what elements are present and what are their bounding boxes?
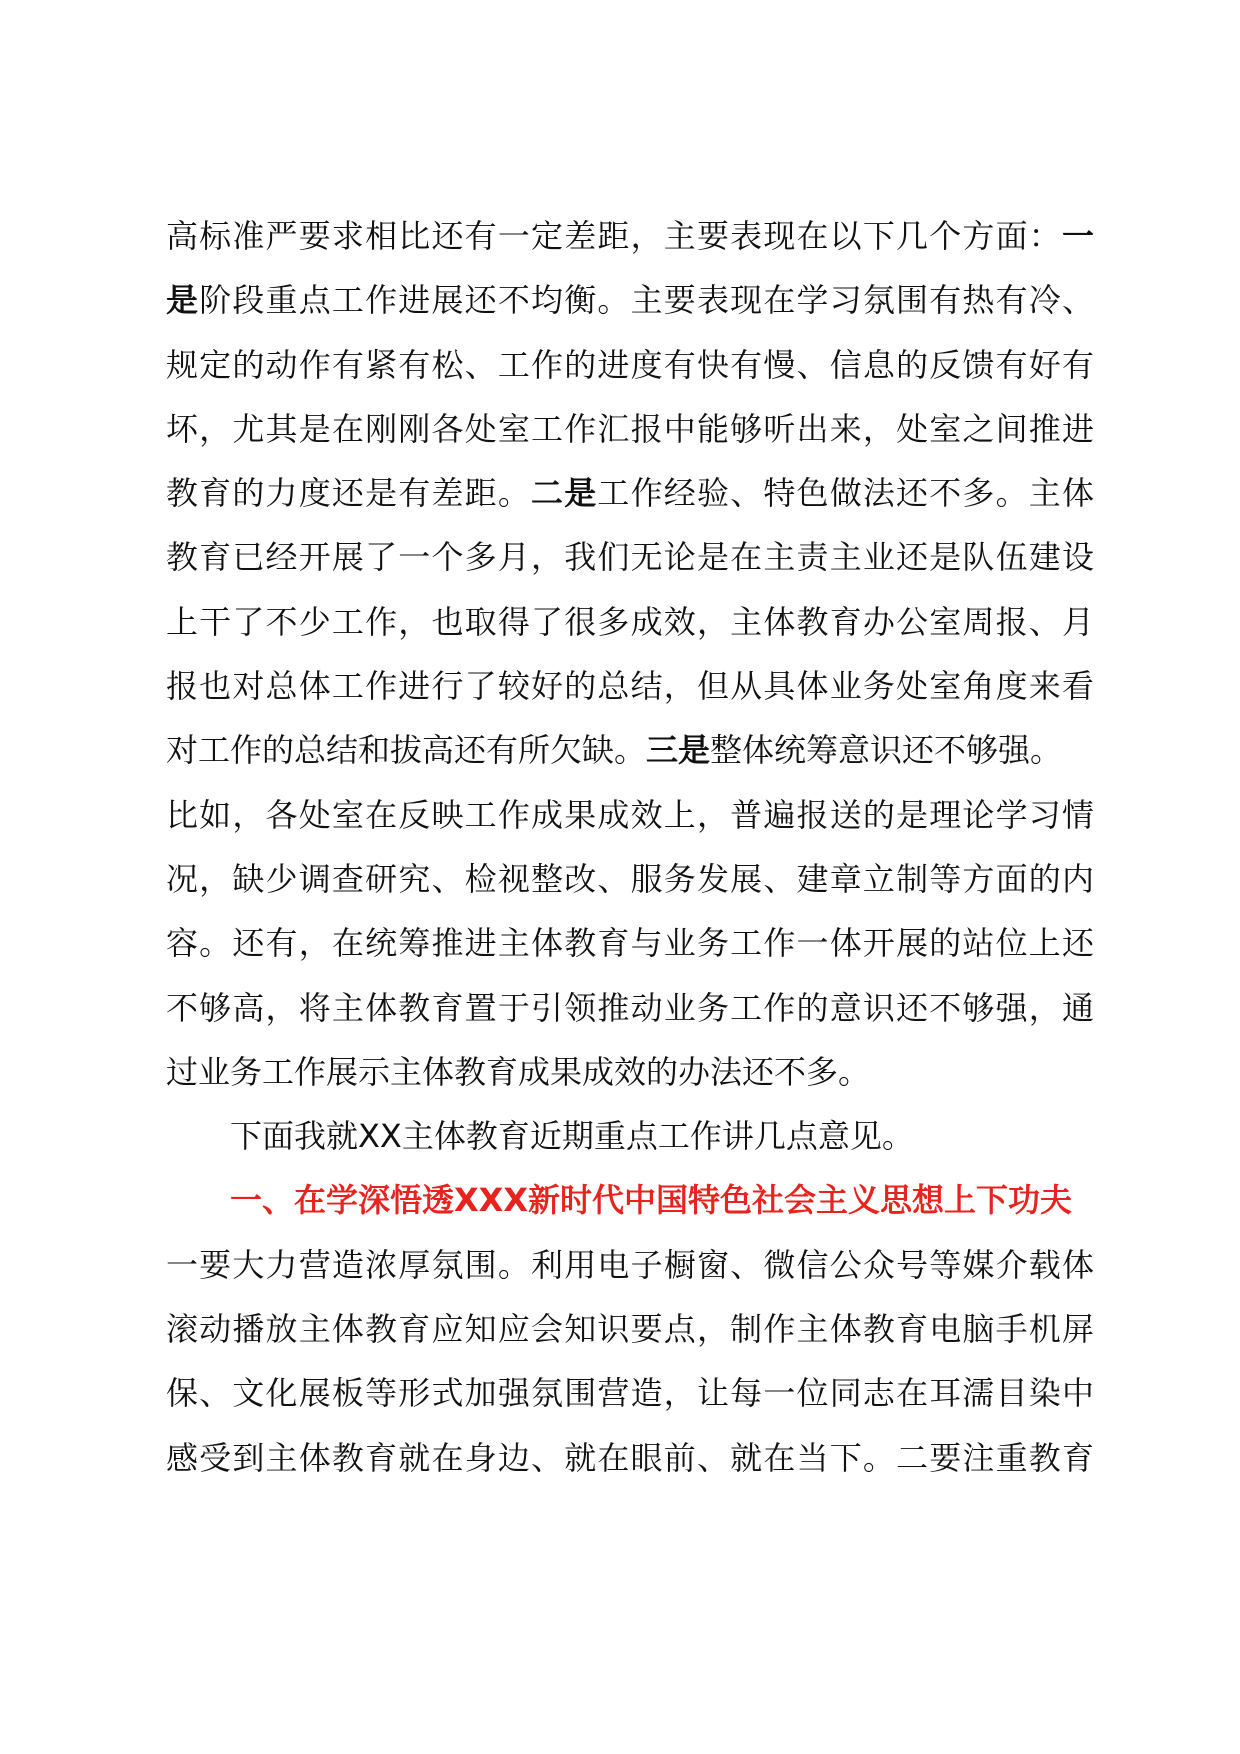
text-line: 教育已经开展了一个多月，我们无论是在主责主业还是队伍建设 — [166, 538, 1094, 577]
text-line: 保、文化展板等形式加强氛围营造，让每一位同志在耳濡目染中 — [166, 1374, 1094, 1413]
text-line — [166, 461, 1094, 525]
text-span: 工作经验、特色做法还不多。主体 — [597, 474, 1094, 513]
text-span: 对工作的总结和拔高还有所欠缺。 — [166, 731, 647, 770]
section-heading-1: 一、在学深悟透XXX新时代中国特色社会主义思想上下功夫 — [230, 1181, 1073, 1220]
text-span: 教育的力度还是有差距。 — [166, 474, 532, 513]
text-line — [166, 268, 1094, 332]
text-line: 况，缺少调查研究、检视整改、服务发展、建章立制等方面的内 — [166, 859, 1094, 898]
text-line: 不够高，将主体教育置于引领推动业务工作的意识还不够强，通 — [166, 988, 1094, 1027]
document-body — [166, 204, 1094, 1490]
text-span: 高标准严要求相比还有一定差距，主要表现在以下几个方面： — [166, 217, 1062, 255]
paragraph-intro: 下面我就XX主体教育近期重点工作讲几点意见。 — [230, 1117, 914, 1156]
text-line: 规定的动作有紧有松、工作的进度有快有慢、信息的反馈有好有 — [166, 345, 1094, 384]
text-line: 容。还有，在统筹推进主体教育与业务工作一体开展的站位上还 — [166, 924, 1094, 963]
text-line: 过业务工作展示主体教育成果成效的办法还不多。 — [166, 1052, 871, 1091]
text-line: 滚动播放主体教育应知应会知识要点，制作主体教育电脑手机屏 — [166, 1310, 1094, 1349]
bold-marker: 二是 — [531, 474, 598, 513]
text-line: 报也对总体工作进行了较好的总结，但从具体业务处室角度来看 — [166, 667, 1094, 706]
text-span: 整体统筹意识还不够强。 — [710, 731, 1063, 770]
text-line: 坏，尤其是在刚刚各处室工作汇报中能够听出来，处室之间推进 — [166, 409, 1094, 448]
text-line: 上干了不少工作，也取得了很多成效，主体教育办公室周报、月 — [166, 602, 1094, 641]
text-span: 阶段重点工作进展还不均衡。主要表现在学习氛围有热有冷、 — [199, 281, 1094, 320]
text-line: 一要大力营造浓厚氛围。利用电子橱窗、微信公众号等媒介载体 — [166, 1245, 1094, 1284]
bold-marker: 三是 — [646, 731, 711, 770]
text-line: 比如，各处室在反映工作成果成效上，普遍报送的是理论学习情 — [166, 795, 1094, 834]
text-line — [166, 204, 1094, 268]
bold-marker: 一 — [1061, 217, 1094, 255]
bold-marker: 是 — [166, 281, 200, 320]
text-line — [166, 718, 1094, 782]
text-line: 感受到主体教育就在身边、就在眼前、就在当下。二要注重教育 — [166, 1438, 1094, 1477]
